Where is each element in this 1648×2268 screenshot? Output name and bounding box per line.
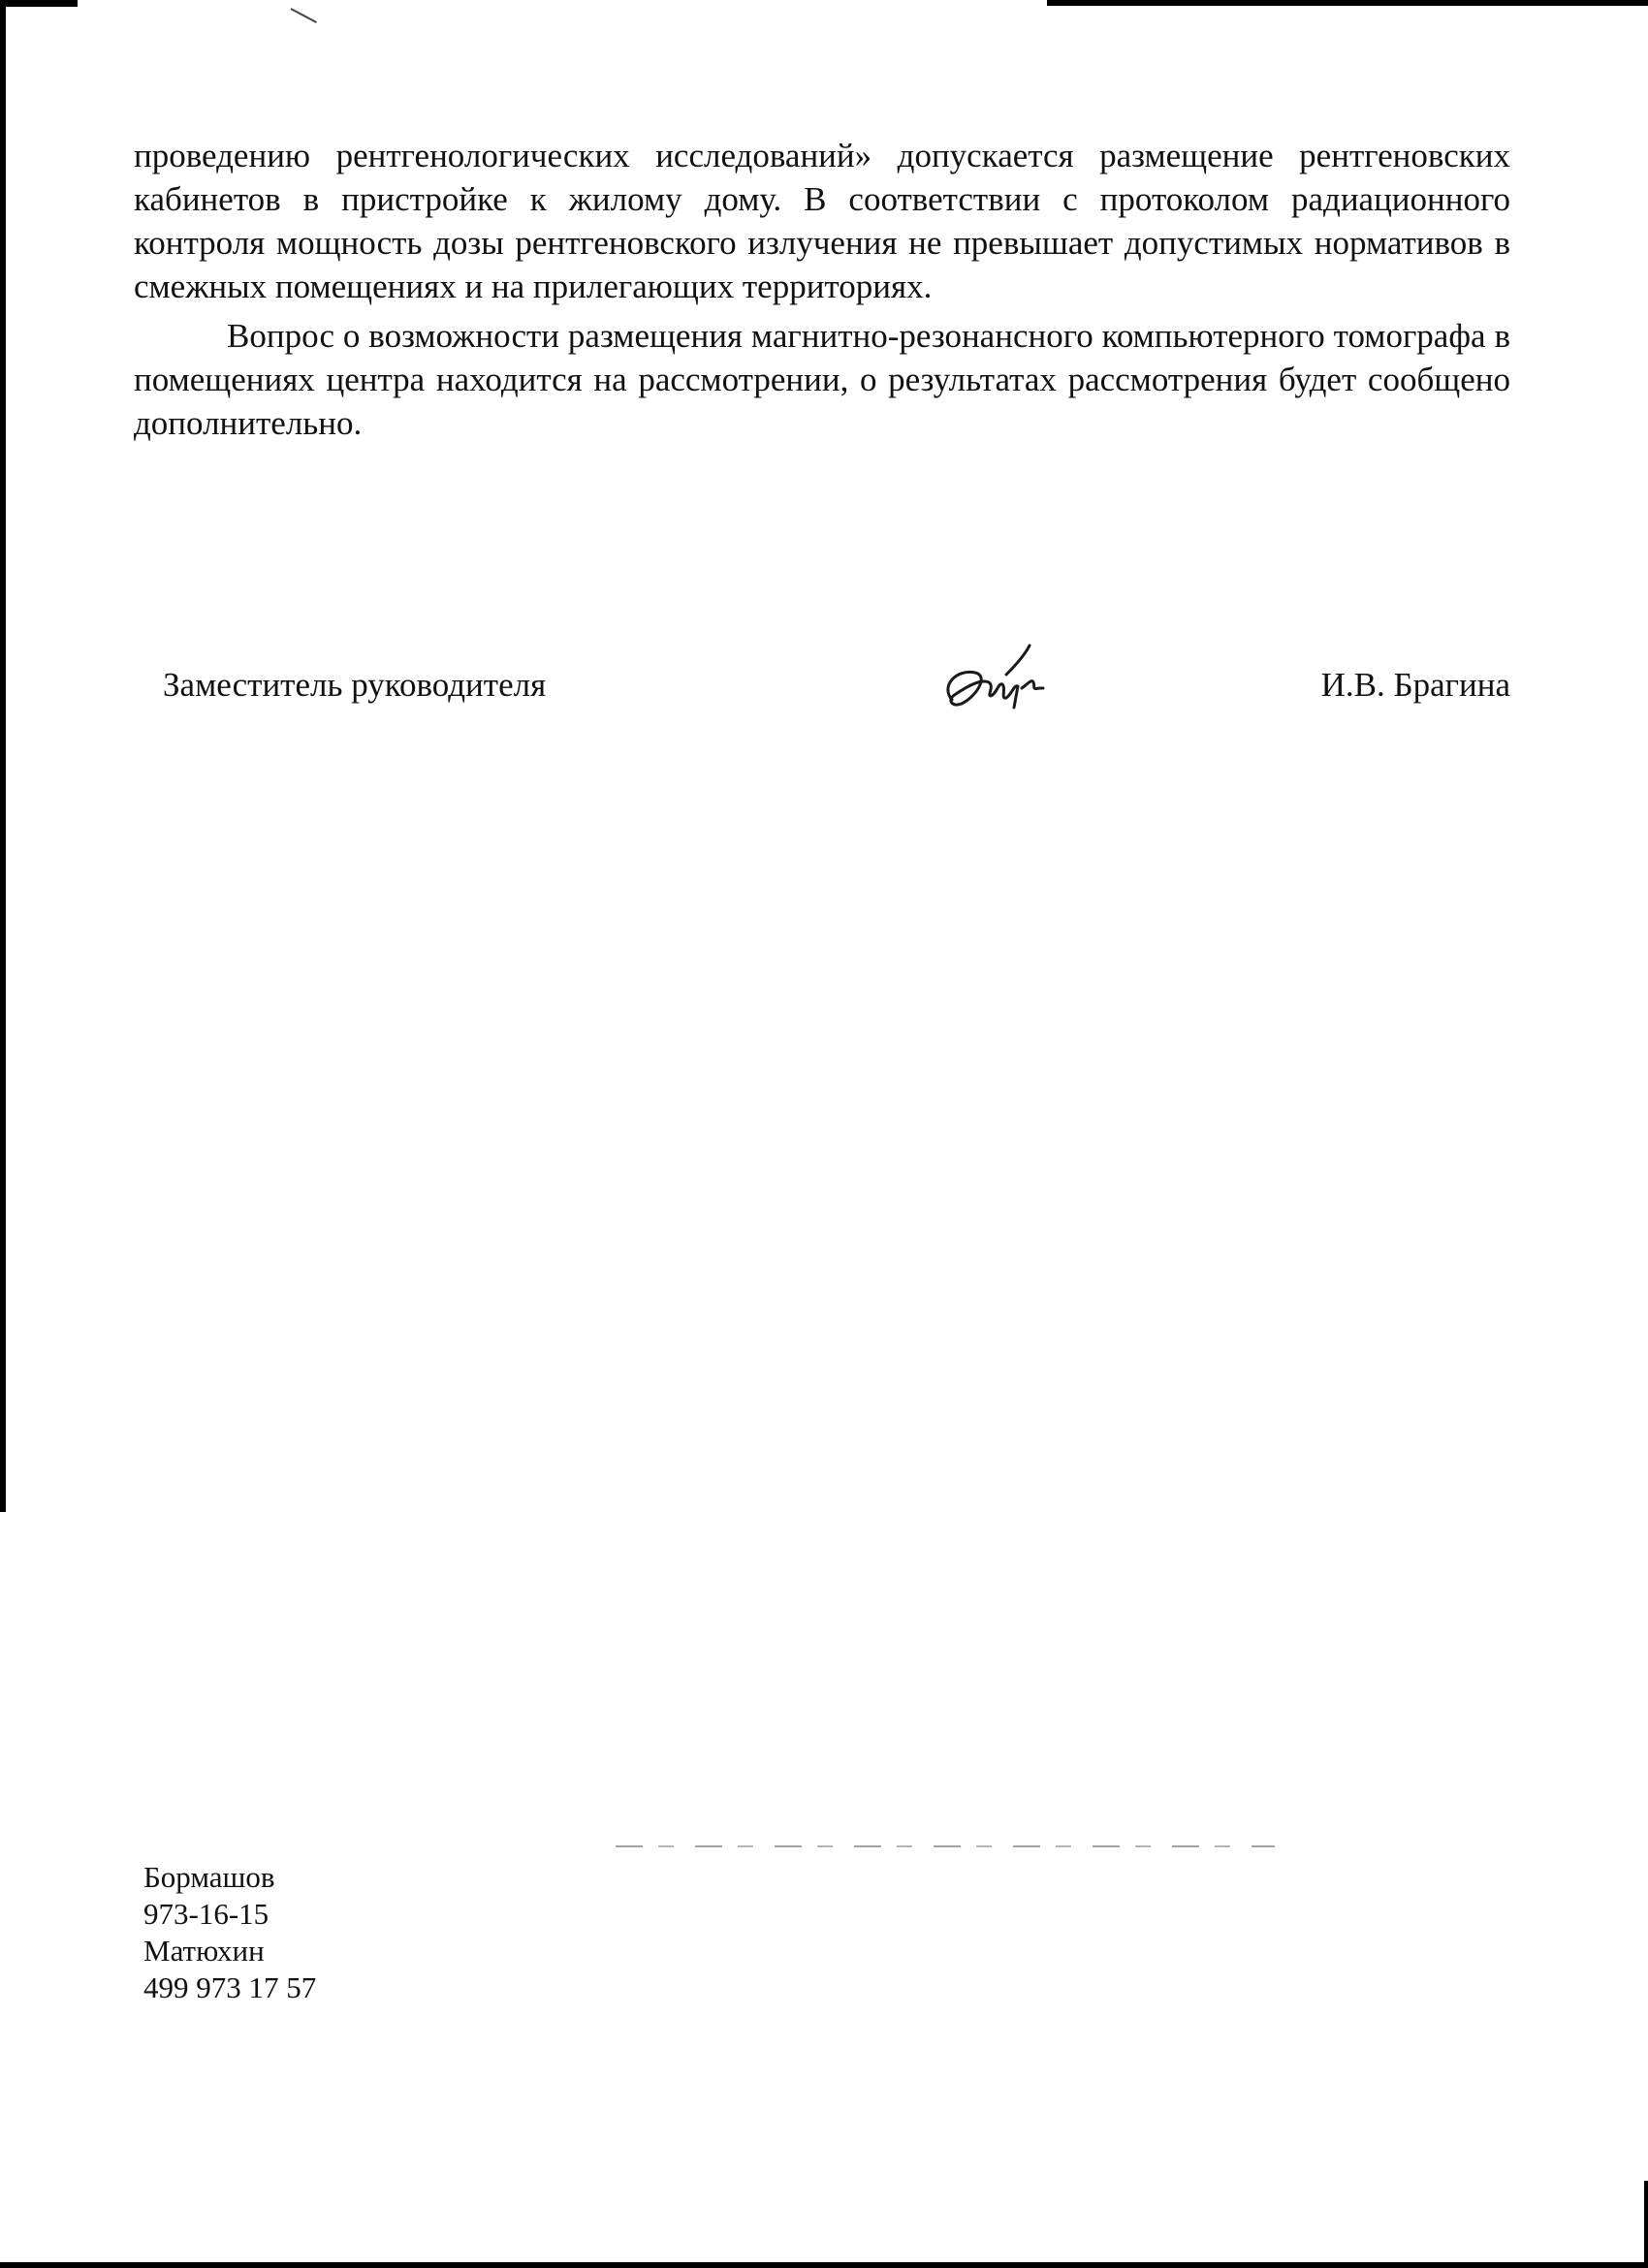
- signature-block: [163, 640, 1510, 737]
- contacts-block: [143, 1859, 316, 2006]
- contact-line: Матюхин: [143, 1934, 265, 1968]
- signatory-name: И.В. Брагина: [1320, 666, 1510, 704]
- body-paragraph: проведению рентгенологических исследований» допускается размещение рентгеновских кабинетов в пристройке к жилому дому. В соответствии с протоколом радиационного контроля мощность дозы рентгеновского излучения не превышает допустимых нормативов в смежных помещениях и на прилегающих территориях.: [134, 137, 1510, 305]
- scan-edge-artifact: [0, 0, 6, 1512]
- contact-line: 499 973 17 57: [143, 1970, 317, 2004]
- contact-line: Бормашов: [143, 1860, 275, 1894]
- scan-mark-artifact: [291, 8, 317, 23]
- scan-edge-artifact: [1644, 2181, 1648, 2268]
- contact-line: 973-16-15: [143, 1897, 269, 1931]
- signatory-position: Заместитель руководителя: [163, 666, 547, 704]
- document-body: [134, 134, 1510, 445]
- scan-edge-artifact: [1047, 0, 1648, 6]
- scan-edge-artifact: [0, 0, 78, 7]
- scan-edge-artifact: [0, 2262, 1648, 2268]
- scan-dash-artifact: [616, 1845, 1275, 1847]
- handwritten-signature: [938, 640, 1045, 727]
- body-paragraph: Вопрос о возможности размещения магнитно-резонансного компьютерного томографа в помещениях центра находится на рассмотрении, о результатах рассмотрения будет сообщено дополнительно.: [134, 317, 1510, 442]
